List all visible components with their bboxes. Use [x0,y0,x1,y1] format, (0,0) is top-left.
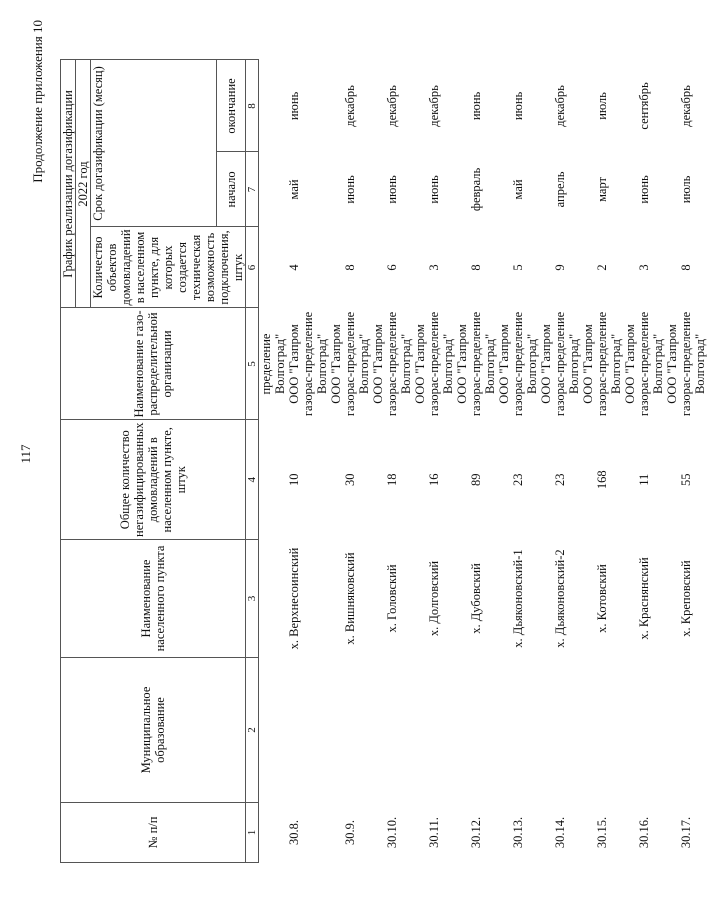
start-month: февраль [469,167,484,212]
row-number: 30.14. [553,816,568,849]
header-start: начало [216,152,245,227]
row-number: 30.12. [469,816,484,849]
col-number: 6 [246,227,259,308]
col-number: 4 [246,420,259,540]
end-month: декабрь [385,85,400,127]
start-month: июль [679,175,694,204]
objects-count: 5 [511,264,526,271]
municipality-cell [497,658,539,803]
table-row [623,60,665,863]
appendix-note: Продолжение приложения 10 [30,20,45,183]
municipality-cell [455,658,497,803]
row-number: 30.15. [595,816,610,849]
municipality-cell [581,658,623,803]
municipality-cell [623,658,665,803]
end-month: декабрь [343,85,358,127]
total-households: 18 [385,473,400,486]
gas-organization-text: ООО "Газпром газорас-пределение Волгоград" [497,311,540,417]
start-month: июнь [385,175,400,204]
gas-organization-text: ООО "Газпром газорас-пределение Волгоград" [455,311,498,417]
objects-count: 8 [343,264,358,271]
objects-count: 2 [595,264,610,271]
locality-name: х. Дьяконовский-1 [511,549,526,648]
municipality-cell [539,658,581,803]
objects-count: 3 [637,264,652,271]
gas-organization-text: ООО "Газпром газорас-пределение Волгоград" [539,311,582,417]
header-schedule: График реализации догазификации [61,60,76,308]
total-households: 11 [637,473,652,486]
table-row [539,60,581,863]
carry-over-text: пределение Волгоград" [259,333,288,395]
objects-count: 8 [679,264,694,271]
objects-count: 8 [469,264,484,271]
start-month: май [287,179,302,200]
col-number: 5 [246,308,259,420]
gas-organization-text: ООО "Газпром газорас-пределение Волгоград" [371,311,414,417]
col-number: 1 [246,803,259,863]
locality-name: х. Креповский [679,560,694,637]
col-number: 3 [246,540,259,658]
gas-organization [497,308,539,420]
locality-name: х. Краснянский [637,557,652,640]
gas-organization-text: ООО "Газпром газорас-пределение Волгоград" [581,311,624,417]
gas-organization [623,308,665,420]
start-month: март [595,177,610,202]
gas-organization [259,308,330,420]
end-month: декабрь [679,85,694,127]
gas-organization [539,308,581,420]
objects-count: 9 [553,264,568,271]
end-month: июль [595,92,610,120]
locality-name: х. Дьяконовский-2 [553,549,568,648]
gas-organization [371,308,413,420]
municipality-cell [665,658,707,803]
total-households: 10 [287,473,302,486]
table-row [665,60,707,863]
header-locality: Наименование населенного пункта [61,540,246,658]
total-households: 23 [511,473,526,486]
row-number: 30.10. [385,816,400,849]
locality-name: х. Дубовский [469,563,484,634]
gas-organization-text: ООО "Газпром газорас-пределение Волгоград" [413,311,456,417]
row-number: 30.13. [511,816,526,849]
objects-count: 3 [427,264,442,271]
locality-name: х. Котовский [595,564,610,633]
col-number: 8 [246,60,259,152]
gas-organization-text: ООО "Газпром газорас-пределение Волгоград" [665,311,707,417]
table-row [371,60,413,863]
end-month: декабрь [427,85,442,127]
municipality-cell [371,658,413,803]
page-number: 117 [18,444,33,464]
municipality-cell [413,658,455,803]
header-municipality: Муниципальное образование [61,658,246,803]
total-households: 168 [595,470,610,490]
end-month: сентябрь [637,82,652,130]
municipality-cell [329,658,371,803]
end-month: июнь [469,91,484,121]
gas-organization-text: ООО "Газпром газорас-пределение Волгоград" [287,311,330,417]
locality-name: х. Верхнесоинский [287,547,302,650]
gas-organization-text: ООО "Газпром газорас-пределение Волгоград" [329,311,372,417]
gas-organization-text: ООО "Газпром газорас-пределение Волгоград" [623,311,666,417]
header-objects-count: Количество объектов домовладений в населенном пункте, для которых создается техническая возможность подключения, штук [91,227,246,308]
start-month: май [511,179,526,200]
objects-count: 4 [287,264,302,271]
municipality-cell [259,658,330,803]
row-number: 30.17. [679,816,694,849]
end-month: декабрь [553,85,568,127]
start-month: июнь [637,175,652,204]
table-body [259,60,707,863]
start-month: апрель [553,171,568,208]
row-number: 30.11. [427,817,442,848]
gas-organization [413,308,455,420]
table-row [455,60,497,863]
total-households: 16 [427,473,442,486]
locality-name: х. Вишняковский [343,552,358,645]
header-total-households: Общее количество негазифицированных домовладений в населенном пункте, штук [61,420,246,540]
col-number: 2 [246,658,259,803]
end-month: июнь [287,91,302,121]
total-households: 89 [469,473,484,486]
table-row [497,60,539,863]
row-number: 30.9. [343,820,358,845]
header-gas-org: Наименование газо-распределительной организации [61,308,246,420]
row-number: 30.8. [287,820,302,845]
col-number: 7 [246,152,259,227]
start-month: июнь [427,175,442,204]
gas-organization [329,308,371,420]
header-end: окончание [216,60,245,152]
table-row [413,60,455,863]
total-households: 23 [553,473,568,486]
locality-name: х. Головский [385,564,400,633]
gas-organization [455,308,497,420]
end-month: июнь [511,91,526,121]
start-month: июнь [343,175,358,204]
gas-organization [665,308,707,420]
row-number: 30.16. [637,816,652,849]
table-row [581,60,623,863]
objects-count: 6 [385,264,400,271]
dogasification-table [60,59,707,863]
total-households: 30 [343,473,358,486]
table-row [259,60,330,863]
locality-name: х. Долговский [427,560,442,637]
header-year: 2022 год [76,60,91,308]
header-period: Срок догазификации (месяц) [91,60,217,227]
gas-organization [581,308,623,420]
total-households: 55 [679,473,694,486]
table-row [329,60,371,863]
header-num: № п/п [61,803,246,863]
